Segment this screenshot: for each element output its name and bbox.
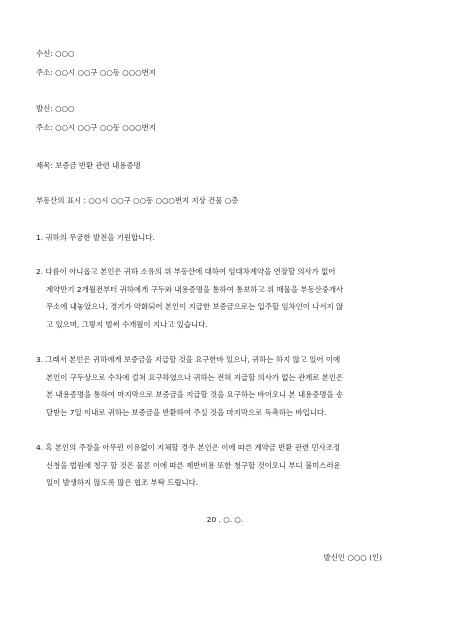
paragraph-3-line-2: 본인이 구두상으로 수차에 걸쳐 요구하였으나 귀하는 전혀 지급할 의사가 없는 관계로 본인은 — [46, 373, 344, 382]
paragraph-3-line-1: 3. 그래서 본인은 귀하에게 보증금을 지급할 것을 요구한바 있으나, 귀하는 하지 않고 있어 이에 — [36, 355, 341, 364]
paragraph-2-line-1: 2. 다름이 아니옵고 본인은 귀하 소유의 위 부동산에 대하여 임대차계약을 연장할 의사가 없어 — [36, 267, 336, 276]
paragraph-4-line-3: 일이 발생하지 않도록 많은 협조 부탁 드립니다. — [46, 478, 199, 487]
paragraph-2-line-3: 무소에 내놓았으나, 경기가 악화되어 본인이 지급한 보증금으로는 입주할 임차인이 나서지 않 — [46, 302, 344, 311]
signature-line: 발신인 ○○○ (인) — [323, 553, 382, 562]
sender-label: 발신: ○○○ — [36, 104, 75, 113]
paragraph-4-line-2: 신청을 법원에 청구 할 것은 물론 이에 따른 제반비용 또한 청구할 것이오니 부디 불미스러운 — [46, 461, 341, 470]
subject-line: 제목: 보증금 반환 관련 내용증명 — [36, 161, 141, 170]
recipient-label: 수신: ○○○ — [36, 49, 75, 58]
paragraph-4-line-1: 4. 혹 본인의 주장을 아무런 이유없이 지체할 경우 본인은 이에 따른 계약금 반환 관련 민사조정 — [36, 443, 341, 452]
paragraph-2-line-2: 계약만기 2개월전부터 귀하에게 구두와 내용증명을 통하여 통보하고 위 매물을 부동산중개사 — [46, 285, 344, 294]
paragraph-1-line-1: 1. 귀하의 무궁한 발전을 기원합니다. — [36, 233, 155, 242]
recipient-address: 주소: ○○시 ○○구 ○○동 ○○○번지 — [36, 68, 156, 77]
paragraph-2-line-4: 고 있으며, 그렇지 벌써 수개월이 지나고 있습니다. — [46, 320, 208, 329]
sender-address: 주소: ○○시 ○○구 ○○동 ○○○번지 — [36, 123, 156, 132]
paragraph-3-line-3: 본 내용증명을 통하여 마지막으로 보증금을 지급할 것을 요구하는 바이오니 본 내용증명을 송 — [46, 390, 344, 399]
paragraph-3-line-4: 달받는 7일 이내로 귀하는 보증금을 반환하여 주실 것을 마지막으로 독촉하는 바입니다. — [46, 408, 327, 417]
date-line: 20 . ○. ○. — [206, 515, 244, 524]
property-description: 부동산의 표시 : ○○시 ○○구 ○○동 ○○○번지 지상 건물 ○층 — [36, 196, 239, 205]
